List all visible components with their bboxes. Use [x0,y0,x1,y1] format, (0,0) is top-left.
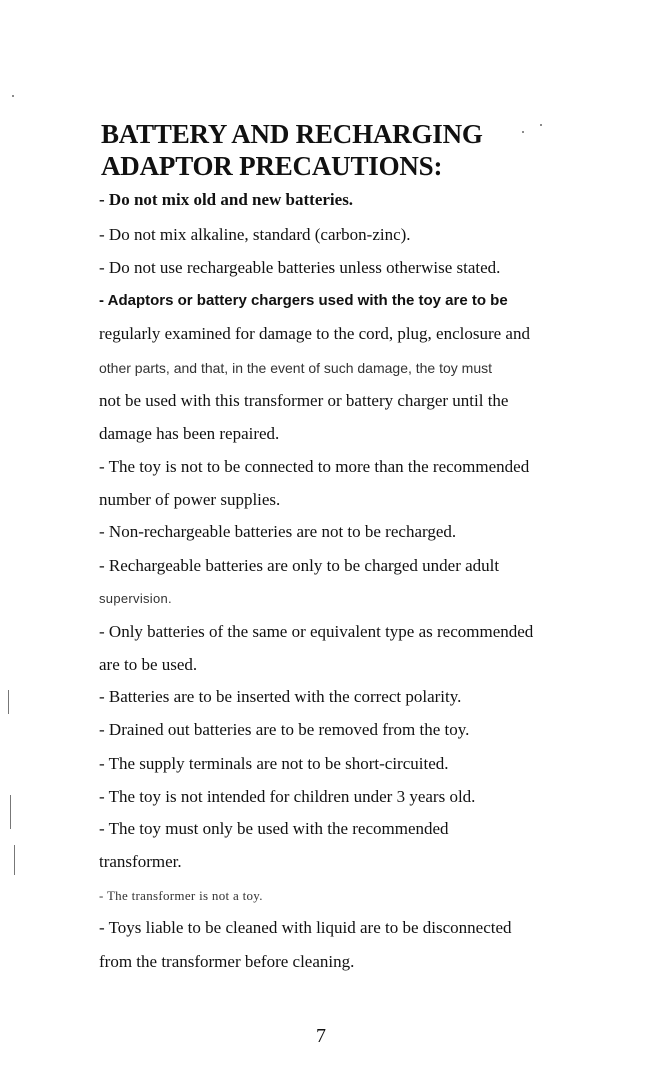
precaution-line-5: regularly examined for damage to the cord, plug, enclosure and [99,324,530,343]
precaution-line-17: - Drained out batteries are to be removed from the toy. [99,720,470,739]
precaution-line-18: - The supply terminals are not to be short-circuited. [99,754,449,773]
scan-speck [522,131,524,133]
precaution-line-19: - The toy is not intended for children under 3 years old. [99,787,476,806]
scan-speck [540,124,542,126]
precaution-line-10: number of power supplies. [99,490,281,509]
precaution-line-7: not be used with this transformer or battery charger until the [99,391,509,410]
section-heading [101,118,581,182]
scan-speck [12,95,14,97]
precaution-line-11: - Non-rechargeable batteries are not to be recharged. [99,522,457,541]
precaution-line-14: - Only batteries of the same or equivalent type as recommended [99,622,534,641]
precaution-line-1: - Do not mix old and new batteries. [99,190,354,209]
precaution-line-4: - Adaptors or battery chargers used with the toy are to be [99,292,508,309]
precaution-line-9: - The toy is not to be connected to more than the recommended [99,457,530,476]
precaution-line-2: - Do not mix alkaline, standard (carbon-zinc). [99,225,411,244]
heading-line-2: ADAPTOR PRECAUTIONS: [101,151,443,181]
scan-mark [8,690,9,714]
precaution-line-15: are to be used. [99,655,198,674]
precaution-line-8: damage has been repaired. [99,424,280,443]
page-number: 7 [316,1025,326,1047]
scan-mark [14,845,15,875]
precaution-line-22: - The transformer is not a toy. [99,888,263,903]
heading-line-1: BATTERY AND RECHARGING [101,119,483,149]
precaution-line-6: other parts, and that, in the event of such damage, the toy must [99,360,493,376]
precaution-line-23: - Toys liable to be cleaned with liquid are to be disconnected [99,918,512,937]
scan-mark [10,795,11,829]
precaution-line-3: - Do not use rechargeable batteries unless otherwise stated. [99,258,501,277]
precaution-line-24: from the transformer before cleaning. [99,952,355,971]
precaution-line-20: - The toy must only be used with the recommended [99,819,449,838]
precaution-line-21: transformer. [99,852,182,871]
precaution-line-12: - Rechargeable batteries are only to be charged under adult [99,556,500,575]
precaution-line-13: supervision. [99,591,172,606]
precaution-line-16: - Batteries are to be inserted with the correct polarity. [99,687,462,706]
